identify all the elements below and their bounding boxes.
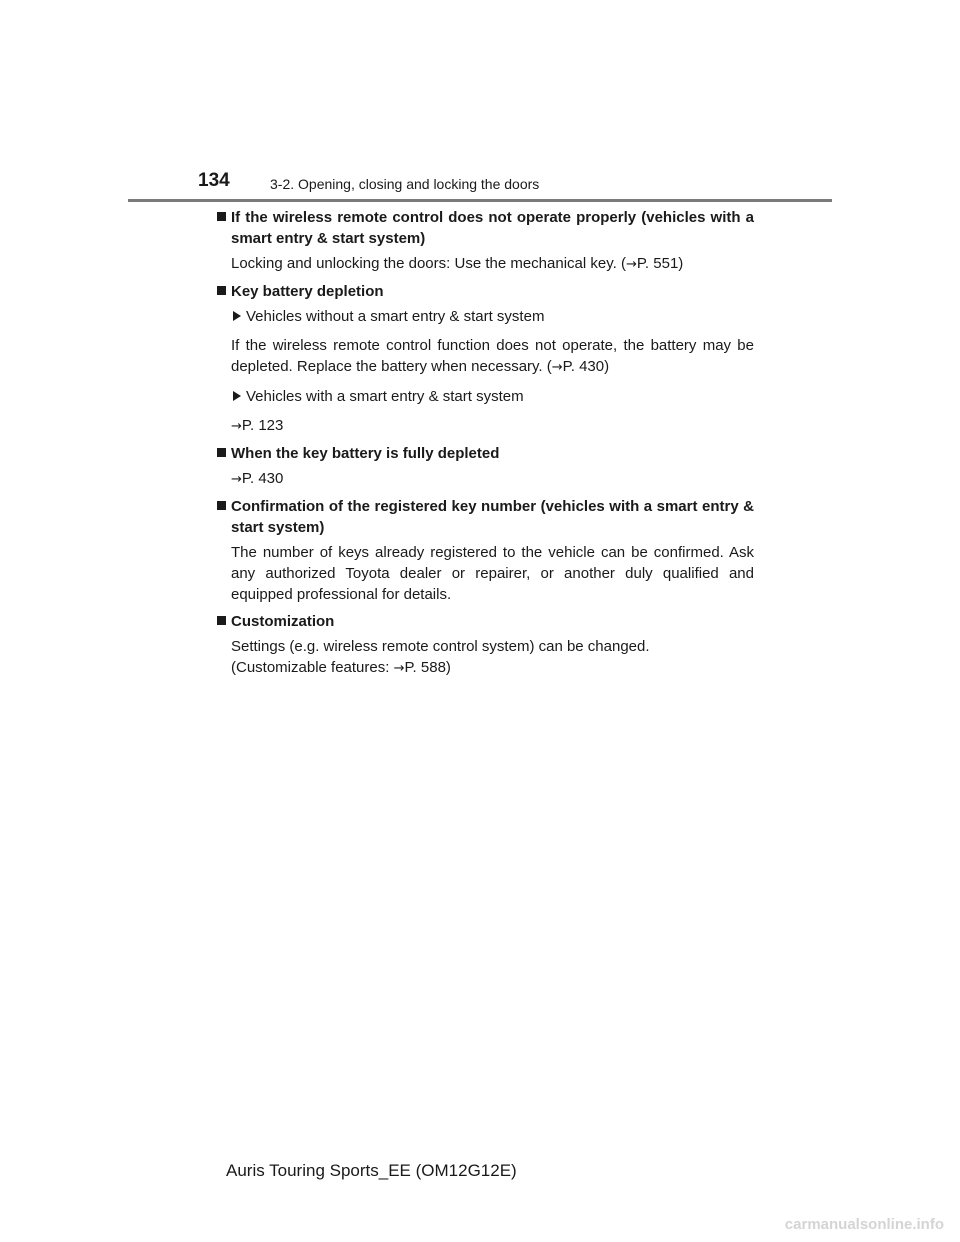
section-title: 3-2. Opening, closing and locking the doors [270,176,540,192]
item-heading: If the wireless remote control does not operate properly (vehicles with a smart entry & start system) [214,207,754,249]
item-body [214,415,754,437]
arrow-right-icon: → [551,360,563,375]
item-heading: Confirmation of the registered key number (vehicles with a smart entry & start system) [214,496,754,538]
item-body: Locking and unlocking the doors: Use the mechanical key. (→P. 551) [231,255,684,272]
item-key-number-confirmation [214,496,754,605]
square-bullet-icon [217,501,226,510]
triangle-bullet-icon [233,391,241,401]
sub-item: Vehicles without a smart entry & start system [214,306,754,327]
item-body: Settings (e.g. wireless remote control system) can be changed. (Customizable features: →P. 588) [231,638,650,676]
item-heading: Key battery depletion [214,281,754,302]
item-customization [214,611,754,679]
arrow-right-icon: → [231,419,242,434]
page-reference: P. 551) [636,255,684,272]
page-reference: P. 430 [241,470,284,487]
footer-model: Auris Touring Sports_EE (OM12G12E) [226,1161,517,1180]
arrow-right-icon: → [231,472,242,487]
item-fully-depleted [214,443,754,490]
item-remote-control [214,207,754,275]
item-heading: When the key battery is fully depleted [214,443,754,464]
item-body: The number of keys already registered to the vehicle can be confirmed. Ask any authorized Toyota dealer or repairer, or another duly qualified and equipped professional for details. [231,544,754,603]
triangle-bullet-icon [233,311,241,321]
page-reference: P. 123 [241,417,284,434]
square-bullet-icon [217,212,226,221]
arrow-right-icon: → [625,257,637,272]
item-body [214,468,754,490]
item-heading: Customization [214,611,754,632]
item-key-battery-depletion [214,281,754,437]
square-bullet-icon [217,616,226,625]
square-bullet-icon [217,448,226,457]
watermark: carmanualsonline.info [784,1216,944,1233]
page-content [214,207,754,679]
page-reference: P. 588) [404,659,451,676]
square-bullet-icon [217,286,226,295]
page-number: 134 [198,170,230,191]
arrow-right-icon: → [393,661,405,676]
item-body: If the wireless remote control function does not operate, the battery may be depleted. Replace the battery when necessary. (→P. 430) [231,337,754,375]
sub-item: Vehicles with a smart entry & start system [214,386,754,407]
page-reference: P. 430) [562,358,610,375]
header-rule [128,199,832,202]
